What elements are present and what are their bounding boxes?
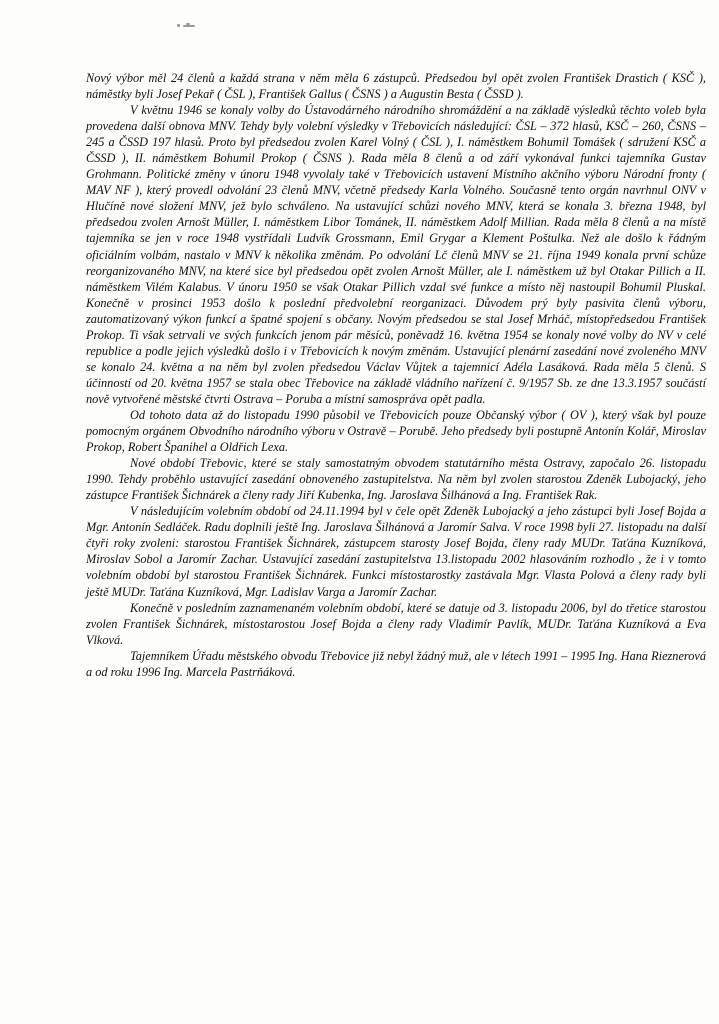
document-text <box>86 70 706 680</box>
paragraph-2: V květnu 1946 se konaly volby do Ústavodárného národního shromáždění a na základě výsledků těchto voleb byla provedena další obnova MNV. Tehdy byly volební výsledky v Třebovicích následující: ČSL – 372 hlasů, KSČ – 260, ČSNS – 245 a ČSSD 197 hlasů. Proto byl předsedou zvolen Karel Volný ( ČSL ), I. náměstkem Bohumil Tomášek ( sdružení KSČ a ČSSD ), II. náměstkem Bohumil Prokop ( ČSNS ). Rada měla 8 členů a od září vykonával funkci tajemníka Gustav Grohmann. Politické změny v únoru 1948 vyvolaly také v Třebovicích ustavení Místního akčního výboru Národní fronty ( MAV NF ), který provedl odvolání 23 členů MNV, včetně předsedy Karla Volného. Současně tento orgán navrhnul ONV v Hlučíně nové složení MNV, jež bylo schváleno. Na ustavující schůzi nového MNV, která se konala 3. března 1948, byl předsedou zvolen Arnošt Müller, I. náměstkem Libor Tománek, II. náměstkem Adolf Millian. Rada měla 8 členů a na místě tajemníka se jen v roce 1948 vystřídali Ludvík Grossmann, Emil Grygar a Klement Poštulka. Než ale došlo k řádným oficiálním volbám, nastalo v MNV k několika změnám. Po odvolání Lč členů MNV se 21. října 1949 konala první schůze reorganizovaného MNV, na které sice byl předsedou opět zvolen Arnošt Müller, ale I. náměstkem už byl Otakar Pillich a II. náměstkem Vilém Kalabus. V únoru 1950 se však Otakar Pillich vzdal své funkce a místo něj nastoupil Bohumil Pluskal. Konečně v prosinci 1953 došlo k poslední předvolební reorganizaci. Důvodem prý byly pasivita členů výboru, zautomatizovaný výkon funkcí a špatné spojení s občany. Novým předsedou se stal Josef Mrháč, místopředsedou František Prokop. Ti však setrvali ve svých funkcích jenom pár měsíců, poněvadž 16. května 1954 se konaly nové volby do NV v celé republice a podle jejich výsledků došlo i v Třebovicích k novým změnám. Ustavující plenární zasedání nové zvoleného MNV se konalo 24. května a na něm byl zvolen předsedou Václav Vůjtek a tajemnicí Adéla Lasáková. Rada měla 5 členů. S účinností od 20. května 1957 se stala obec Třebovice na základě vládního nařízení č. 9/1957 Sb. ze dne 13.3.1957 součástí nově vytvořené městské čtvrti Ostrava – Poruba a místní samospráva opět padla. <box>86 103 706 406</box>
paragraph-6: Konečně v posledním zaznamenaném volebním období, které se datuje od 3. listopadu 2006, byl do třetice starostou zvolen František Šichnárek, místostarostou Josef Bojda a členy rady Vladimír Pavlík, MUDr. Taťána Kuzníková a Eva Vlková. <box>86 600 706 647</box>
paragraph-3: Od tohoto data až do listopadu 1990 působil ve Třebovicích pouze Občanský výbor ( OV ), který však byl pouze pomocným orgánem Obvodního národního výboru v Ostravě – Porubě. Jeho předsedy byli postupně Antonín Kolář, Miroslav Prokop, Robert Španihel a Oldřich Lexa. <box>86 407 706 455</box>
paragraph-5: V následujícím volebním období od 24.11.1994 byl v čele opět Zdeněk Lubojacký a jeho zástupci byli Josef Bojda a Mgr. Antonín Sedláček. Radu doplnili ještě Ing. Jaroslava Šilhánová a Jaromír Salva. V roce 1998 byli 27. listopadu na další čtyři roky zvoleni: starostou František Šichnárek, zástupcem starosty Josef Bojda, členy rady MUDr. Taťána Kuzníková, Miroslav Sobol a Jaromír Zachar. Ustavující zasedání zastupitelstva 13.listopadu 2002 hlasováním rozhodlo , že i v tomto volebním období byl starostou František Šichnárek. Funkci místostarostky zastávala Mgr. Vlasta Polová a členy rady byli ještě MUDr. Taťána Kuzníková, Mgr. Ladislav Varga a Jaromír Zachar. <box>86 504 706 599</box>
paragraph-7: Tajemníkem Úřadu městského obvodu Třebovice již nebyl žádný muž, ale v létech 1991 – 1995 Ing. Hana Rieznerová a od roku 1996 Ing. Marcela Pastrňáková. <box>86 648 706 679</box>
paragraph-4: Nové období Třebovic, které se staly samostatným obvodem statutárního města Ostravy, započalo 26. listopadu 1990. Tehdy proběhlo ustavující zasedání obnoveného zastupitelstva. Na něm byl zvolen starostou Zdeněk Lubojacký, jeho zástupce František Šichnárek a členy rady Jiří Kubenka, Ing. Jaroslava Šilhánová a Ing. František Rak. <box>86 456 706 503</box>
paragraph-1: Nový výbor měl 24 členů a každá strana v něm měla 6 zástupců. Předsedou byl opět zvolen František Drastich ( KSČ ), náměstky byli Josef Pekař ( ČSL ), František Gallus ( ČSNS ) a Augustin Besta ( ČSSD ). <box>86 71 706 102</box>
scan-artifact-mark <box>177 22 199 30</box>
